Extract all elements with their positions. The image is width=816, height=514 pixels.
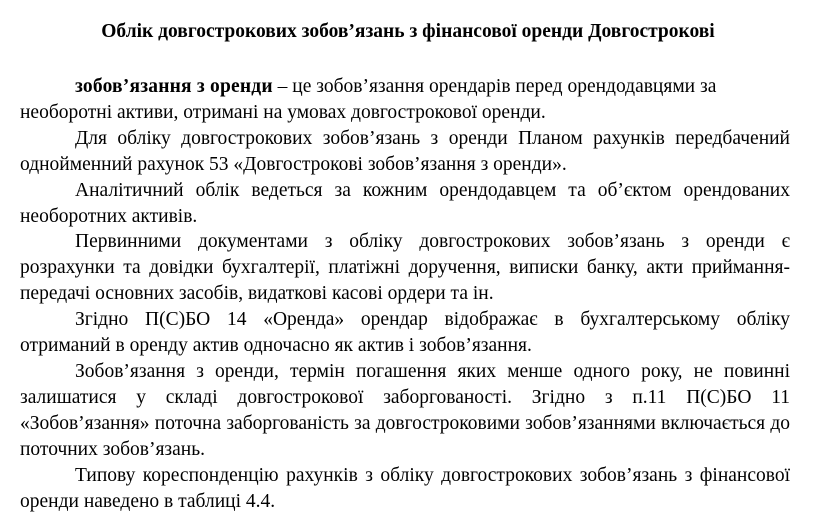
document-title: Облік довгострокових зобов’язань з фінансової оренди Довгострокові [101, 21, 715, 42]
paragraph-analytical-accounting: Аналітичний облік ведеться за кожним орендодавцем та об’єктом орендованих необоротних активів. [20, 179, 790, 227]
paragraph-current-liabilities: Зобов’язання з оренди, термін погашення яких менше одного року, не повинні залишатися у складі довгострокової заборгованості. Згідно з п.11 П(С)БО 11 «Зобов’язання» поточна заборгованість за довгостроковими зобов’язаннями включається до поточних зобов’язань. [20, 360, 790, 460]
paragraph-table-reference: Типову кореспонденцію рахунків з обліку довгострокових зобов’язань з фінансової оренди наведено в таблиці 4.4. [20, 464, 790, 512]
paragraph-primary-documents: Первинними документами з обліку довгострокових зобов’язань з оренди є розрахунки та довідки бухгалтерії, платіжні доручення, виписки банку, акти приймання-передачі основних засобів, видаткові касові ордери та ін. [20, 231, 790, 305]
definition-text: – це зобов’язання орендарів перед орендодавцями за необоротні активи, отримані на умовах довгострокової оренди. [20, 76, 717, 123]
paragraph-account-53: Для обліку довгострокових зобов’язань з оренди Планом рахунків передбачений однойменний рахунок 53 «Довгострокові зобов’язання з оренди». [20, 127, 790, 175]
definition-paragraph [20, 74, 790, 126]
paragraph-standard-14: Згідно П(С)БО 14 «Оренда» орендар відображає в бухгалтерському обліку отриманий в оренду актив одночасно як актив і зобов’язання. [20, 309, 790, 357]
defined-term: зобов’язання з оренди [75, 76, 273, 97]
document-body [20, 74, 790, 514]
